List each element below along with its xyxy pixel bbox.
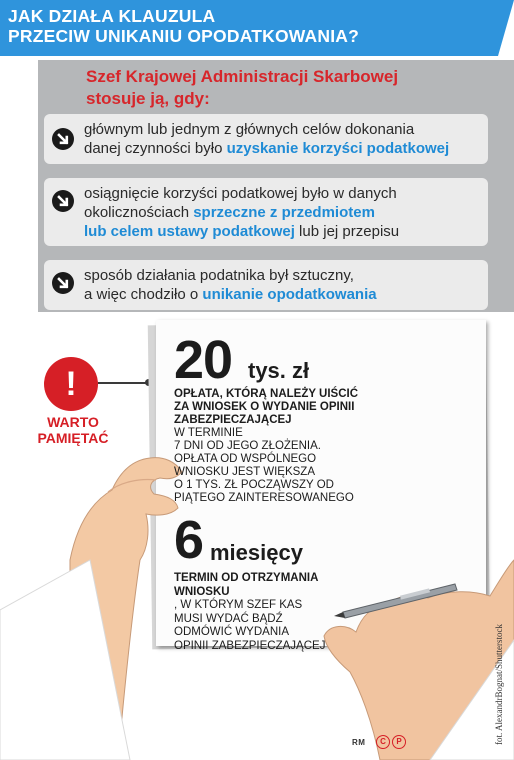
condition-2-plain-2: lub jej przepisu <box>294 223 400 240</box>
fee-description <box>174 388 414 505</box>
fee-line-3-regular: W TERMINIE <box>174 427 243 439</box>
condition-2-highlight: sprzeczne z przedmiotem <box>193 204 375 221</box>
term-line-2 <box>174 586 414 613</box>
condition-1-highlight: uzyskanie korzyści podatkowej <box>226 140 450 157</box>
term-line-2-bold: WNIOSKU <box>174 585 230 598</box>
term-unit: miesięcy <box>210 540 303 565</box>
warning-line-1: WARTO <box>47 414 99 430</box>
fee-line-8: PIĄTEGO ZAINTERESOWANEGO <box>174 492 354 504</box>
p-rights-icon: P <box>392 735 406 749</box>
fee-line-3 <box>174 414 414 440</box>
author-initials: RM <box>352 738 366 747</box>
condition-3-line-1: sposób działania podatnika był sztuczny, <box>84 267 354 284</box>
fee-line-4: 7 DNI OD JEGO ZŁOŻENIA. <box>174 440 321 452</box>
warning-line-2: PAMIĘTAĆ <box>37 430 109 446</box>
term-description <box>174 572 414 653</box>
term-line-4: ODMÓWIĆ WYDANIA <box>174 626 289 638</box>
condition-2-highlight-2: lub celem ustawy podatkowej <box>84 223 295 240</box>
fee-line-5: OPŁATA OD WSPÓLNEGO <box>174 453 317 465</box>
condition-1-plain: danej czynności było <box>84 140 227 157</box>
condition-2-plain: okolicznościach <box>84 204 194 221</box>
condition-1-line-1: głównym lub jednym z głównych celów dokonania <box>84 121 415 138</box>
exclamation-icon: ! <box>65 365 77 403</box>
fee-line-2: ZA WNIOSEK O WYDANIE OPINII <box>174 401 355 413</box>
fee-unit: tys. zł <box>248 358 310 383</box>
header-title: JAK DZIAŁA KLAUZULA PRZECIW UNIKANIU OPODATKOWANIA? <box>8 6 359 46</box>
intro-line-2: stosuje ją, gdy: <box>86 89 210 108</box>
condition-3-highlight: unikanie opodatkowania <box>202 286 377 303</box>
fee-line-1: OPŁATA, KTÓRĄ NALEŻY UIŚCIĆ <box>174 388 358 400</box>
left-hand-icon <box>0 458 182 760</box>
condition-3-plain: a więc chodziło o <box>84 286 203 303</box>
fee-line-7: O 1 TYS. ZŁ POCZĄWSZY OD <box>174 479 334 491</box>
term-line-2-regular: , W KTÓRYM SZEF KAS <box>174 599 303 611</box>
copyright-icon: C <box>376 735 390 749</box>
fee-amount: 20 <box>174 330 233 390</box>
term-line-5: OPINII ZABEZPIECZAJĄCEJ <box>174 639 326 652</box>
condition-2-line-1: osiągnięcie korzyści podatkowej było w danych <box>84 185 397 202</box>
term-line-1: TERMIN OD OTRZYMANIA <box>174 572 319 584</box>
photo-credit: fot. AlexandrBognat/Shutterstock <box>494 624 504 745</box>
fee-line-3-bold: ZABEZPIECZAJĄCEJ <box>174 414 292 426</box>
fee-line-6: WNIOSKU JEST WIĘKSZA <box>174 466 315 478</box>
intro-line-1: Szef Krajowej Administracji Skarbowej <box>86 67 399 86</box>
term-line-3: MUSI WYDAĆ BĄDŹ <box>174 612 283 625</box>
term-amount: 6 <box>174 510 205 570</box>
